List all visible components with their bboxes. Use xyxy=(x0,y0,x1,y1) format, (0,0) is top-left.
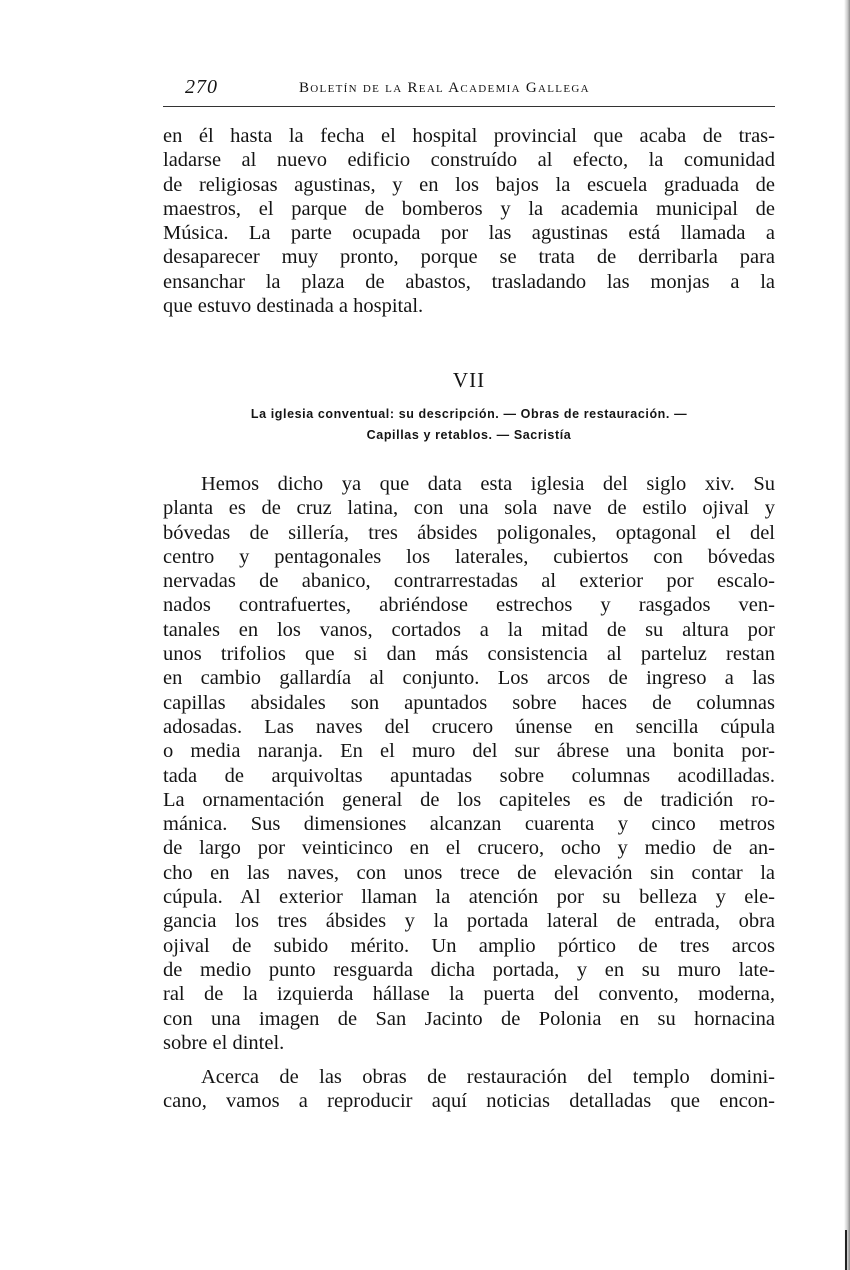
running-title: Boletín de la Real Academia Gallega xyxy=(299,80,590,96)
text-line: de largo por veinticinco en el crucero, ocho y medio de an- xyxy=(163,837,775,860)
text-line: en él hasta la fecha el hospital provincial que acaba de tras- xyxy=(163,125,775,147)
text-line: ladarse al nuevo edificio construído al efecto, la comunidad xyxy=(163,149,775,172)
page-number: 270 xyxy=(185,76,218,98)
section-summary xyxy=(163,404,775,446)
text-line: de medio punto resguarda dicha portada, y en su muro late- xyxy=(163,958,775,981)
page-edge-mark xyxy=(845,1230,847,1270)
paragraph-3 xyxy=(163,1065,775,1114)
text-line: maestros, el parque de bomberos y la academia municipal de xyxy=(163,197,775,220)
text-line: tada de arquivoltas apuntadas sobre columnas acodilladas. xyxy=(163,764,775,787)
section-summary-line-2: Capillas y retablos. — Sacristía xyxy=(366,428,572,442)
text-line: gancia los tres ábsides y la portada lateral de entrada, obra xyxy=(163,910,775,933)
text-line: cano, vamos a reproducir aquí noticias detalladas que encon- xyxy=(163,1090,775,1113)
text-line: tanales en los vanos, cortados a la mitad de su altura por xyxy=(163,618,775,641)
text-line: Música. La parte ocupada por las agustinas está llamada a xyxy=(163,222,775,245)
text-line: ensanchar la plaza de abastos, trasladando las monjas a la xyxy=(163,270,775,293)
paragraph-1 xyxy=(163,124,775,318)
text-line: Hemos dicho ya que data esta iglesia del siglo xiv. Su xyxy=(201,473,775,495)
text-line: cúpula. Al exterior llaman la atención por su belleza y ele- xyxy=(163,886,775,909)
text-line: sobre el dintel. xyxy=(163,1031,285,1054)
text-line: mánica. Sus dimensiones alcanzan cuarenta y cinco metros xyxy=(163,813,775,836)
text-line: Acerca de las obras de restauración del templo domini- xyxy=(201,1066,775,1088)
text-line: nados contrafuertes, abriéndose estrechos y rasgados ven- xyxy=(163,594,775,617)
section-summary-line-1: La iglesia conventual: su descripción. — Obras de restauración. — xyxy=(250,407,688,421)
text-line: capillas absidales son apuntados sobre haces de columnas xyxy=(163,691,775,714)
text-line: que estuvo destinada a hospital. xyxy=(163,295,424,318)
paragraph-2 xyxy=(163,472,775,1055)
text-line: centro y pentagonales los laterales, cubiertos con bóvedas xyxy=(163,545,775,568)
text-line: nervadas de abanico, contrarrestadas al exterior por escalo- xyxy=(163,570,775,593)
text-line: ral de la izquierda hállase la puerta del convento, moderna, xyxy=(163,983,775,1006)
page-edge-shadow xyxy=(844,0,850,1270)
text-line: planta es de cruz latina, con una sola nave de estilo ojival y xyxy=(163,497,775,520)
text-line: cho en las naves, con unos trece de elevación sin contar la xyxy=(163,861,775,884)
text-line: o media naranja. En el muro del sur ábrese una bonita por- xyxy=(163,740,775,763)
text-line: con una imagen de San Jacinto de Polonia en su hornacina xyxy=(163,1007,775,1030)
text-line: ojival de subido mérito. Un amplio pórtico de tres arcos xyxy=(163,934,775,957)
header-rule xyxy=(163,106,775,107)
text-line: en cambio gallardía al conjunto. Los arcos de ingreso a las xyxy=(163,667,775,690)
text-line: de religiosas agustinas, y en los bajos la escuela graduada de xyxy=(163,173,775,196)
text-line: La ornamentación general de los capiteles es de tradición ro- xyxy=(163,788,775,811)
text-line: adosadas. Las naves del crucero únense en sencilla cúpula xyxy=(163,715,775,738)
section-number: VII xyxy=(452,368,486,392)
text-line: desaparecer muy pronto, porque se trata de derribarla para xyxy=(163,246,775,269)
text-line: unos trifolios que si dan más consistencia al parteluz restan xyxy=(163,643,775,666)
text-line: bóvedas de sillería, tres ábsides poligonales, optagonal el del xyxy=(163,521,775,544)
page-header xyxy=(163,76,775,106)
